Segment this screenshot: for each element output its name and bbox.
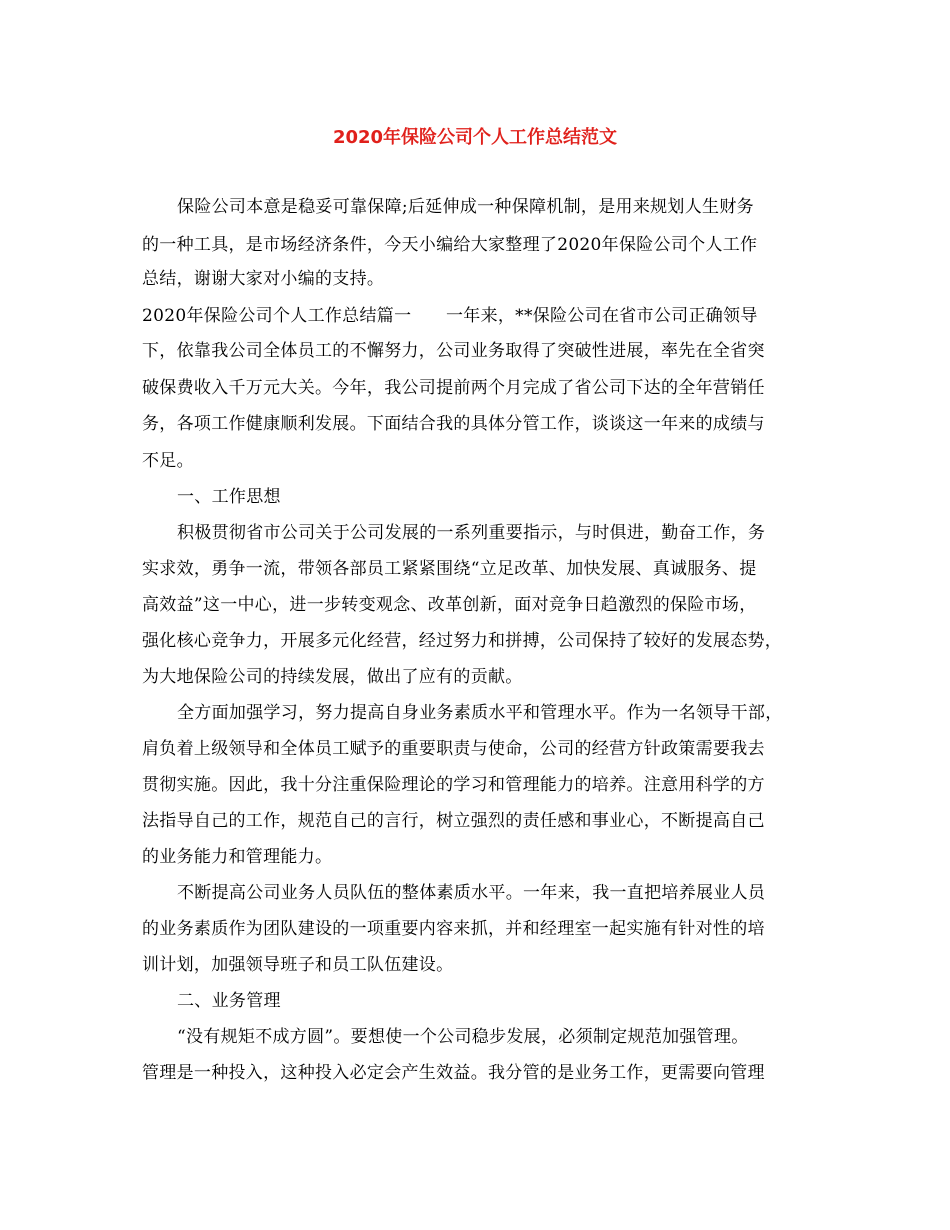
paragraph-line: 务，各项工作健康顺利发展。下面结合我的具体分管工作，谈谈这一年来的成绩与 [142, 414, 765, 434]
paragraph-line: 训计划，加强领导班子和员工队伍建设。 [142, 955, 454, 975]
paragraph-line: 高效益”这一中心，进一步转变观念、改革创新，面对竞争日趋激烈的保险市场， [142, 595, 757, 615]
paragraph-line: 总结，谢谢大家对小编的支持。 [142, 269, 385, 289]
paragraph-line: 破保费收入千万元大关。今年，我公司提前两个月完成了省公司下达的全年营销任 [142, 378, 765, 398]
paragraph-line: 不断提高公司业务人员队伍的整体素质水平。一年来，我一直把培养展业人员 [177, 883, 766, 903]
paragraph-line: 肩负着上级领导和全体员工赋予的重要职责与使命，公司的经营方针政策需要我去 [142, 739, 765, 759]
paragraph-line: 全方面加强学习，努力提高自身业务素质水平和管理水平。作为一名领导干部， [177, 703, 783, 723]
document-title: 2020年保险公司个人工作总结范文 [332, 127, 618, 148]
paragraph-line: 下，依靠我公司全体员工的不懈努力，公司业务取得了突破性进展，率先在全省突 [142, 341, 765, 361]
paragraph-line: 强化核心竞争力，开展多元化经营，经过努力和拼搏，公司保持了较好的发展态势， [142, 631, 783, 651]
paragraph-line: 2020年保险公司个人工作总结篇一 一年来，**保险公司在省市公司正确领导 [142, 306, 758, 326]
section-heading: 二、业务管理 [177, 991, 281, 1011]
paragraph-line: 的业务能力和管理能力。 [142, 847, 333, 867]
section-heading: 一、工作思想 [177, 487, 281, 507]
paragraph-line: 的业务素质作为团队建设的一项重要内容来抓，并和经理室一起实施有针对性的培 [142, 919, 765, 939]
paragraph-line: 不足。 [142, 451, 194, 471]
paragraph-line: 积极贯彻省市公司关于公司发展的一系列重要指示，与时俱进，勤奋工作，务 [177, 523, 766, 543]
paragraph-line: 法指导自己的工作，规范自己的言行，树立强烈的责任感和事业心，不断提高自己 [142, 811, 765, 831]
paragraph-line: 实求效，勇争一流，带领各部员工紧紧围绕“立足改革、加快发展、真诚服务、提 [142, 559, 757, 579]
paragraph-line: 贯彻实施。因此，我十分注重保险理论的学习和管理能力的培养。注意用科学的方 [142, 775, 765, 795]
paragraph-line: 保险公司本意是稳妥可靠保障;后延伸成一种保障机制，是用来规划人生财务 [177, 197, 754, 217]
paragraph-line: “没有规矩不成方圆”。要想使一个公司稳步发展，必须制定规范加强管理。 [177, 1027, 749, 1047]
paragraph-line: 的一种工具，是市场经济条件，今天小编给大家整理了2020年保险公司个人工作 [142, 235, 758, 255]
paragraph-line: 为大地保险公司的持续发展，做出了应有的贡献。 [142, 667, 523, 687]
paragraph-line: 管理是一种投入，这种投入必定会产生效益。我分管的是业务工作，更需要向管理 [142, 1063, 765, 1083]
